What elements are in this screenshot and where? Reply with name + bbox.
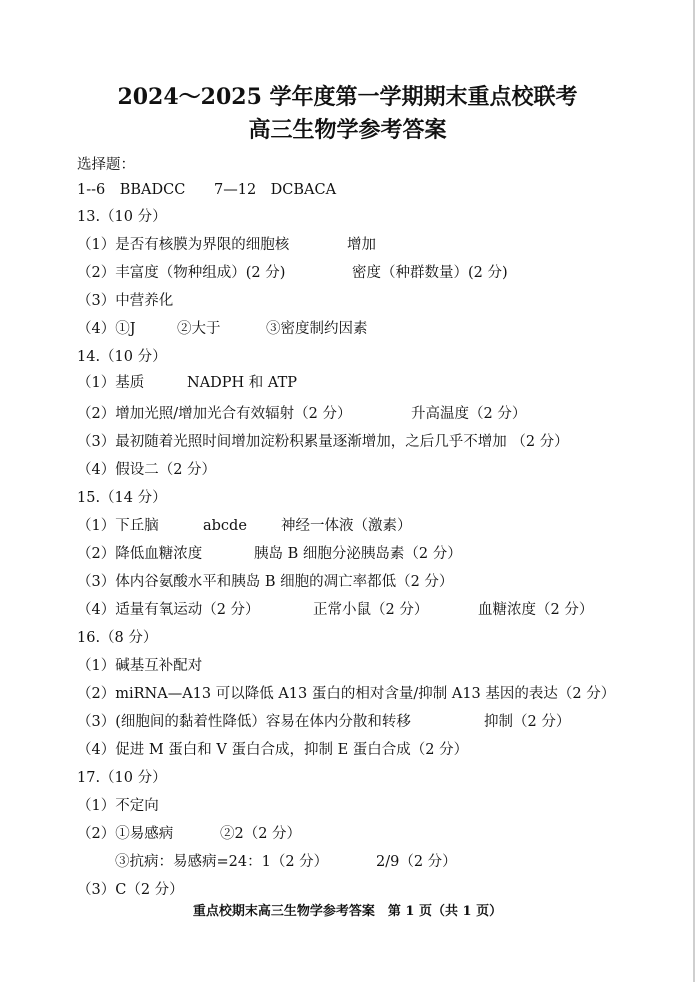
q15-4-answer-c: 血糖浓度（2 分）: [478, 602, 594, 618]
q17-2-answer-d: 2/9（2 分）: [376, 854, 457, 870]
q14-part4: （4）假设二（2 分）: [77, 462, 217, 478]
q15-heading: 15.（14 分）: [77, 490, 167, 506]
q17-part1: （1）不定向: [77, 798, 159, 814]
q15-4-answer-a: （4）适量有氧运动（2 分）: [77, 602, 260, 618]
q16-part4: （4）促进 M 蛋白和 V 蛋白合成，抑制 E 蛋白合成（2 分）: [77, 742, 469, 758]
exam-title: 2024～2025 学年度第一学期期末重点校联考: [117, 84, 578, 110]
q16-heading: 16.（8 分）: [77, 630, 158, 646]
q13-heading: 13.（10 分）: [77, 209, 167, 225]
q17-2-answer-b: ②2（2 分）: [220, 826, 302, 842]
q17-heading: 17.（10 分）: [77, 770, 167, 786]
q14-2-answer-b: 升高温度（2 分）: [411, 406, 527, 422]
q15-4-answer-b: 正常小鼠（2 分）: [313, 602, 429, 618]
q15-1-answer-a: （1）下丘脑: [77, 518, 159, 534]
q17-2-answer-c: ③抗病：易感病=24：1（2 分）: [115, 854, 329, 870]
q16-3-answer-a: （3）(细胞间的黏着性降低）容易在体内分散和转移: [77, 714, 411, 730]
q17-2-answer-a: （2）①易感病: [77, 826, 174, 842]
q15-1-answer-c: 神经一体液（激素）: [281, 518, 412, 534]
choice-7-12: 7—12 DCBACA: [214, 182, 337, 198]
answer-title: 高三生物学参考答案: [248, 117, 447, 143]
q15-2-answer-a: （2）降低血糖浓度: [77, 546, 203, 562]
q14-1-answer-b: NADPH 和 ATP: [187, 375, 298, 391]
q14-1-answer-a: （1）基质: [77, 375, 145, 391]
page-footer: 重点校期末高三生物学参考答案 第 1 页（共 1 页）: [192, 904, 503, 919]
section-label: 选择题：: [77, 157, 135, 173]
q13-1-answer-a: （1）是否有核膜为界限的细胞核: [77, 237, 290, 253]
q17-part3: （3）C（2 分）: [77, 882, 184, 898]
q14-heading: 14.（10 分）: [77, 349, 167, 365]
q15-2-answer-b: 胰岛 B 细胞分泌胰岛素（2 分）: [254, 546, 462, 562]
q15-part3: （3）体内谷氨酸水平和胰岛 B 细胞的凋亡率都低（2 分）: [77, 574, 454, 590]
q13-1-answer-b: 增加: [347, 237, 376, 253]
q15-1-answer-b: abcde: [203, 518, 247, 534]
q14-part3: （3）最初随着光照时间增加淀粉积累量逐渐增加，之后几乎不增加 （2 分）: [77, 434, 569, 450]
q16-part2: （2）miRNA—A13 可以降低 A13 蛋白的相对含量/抑制 A13 基因的表达（2 分）: [77, 686, 616, 702]
q16-3-answer-b: 抑制（2 分）: [484, 714, 571, 730]
q13-2-answer-a: （2）丰富度（物种组成）(2 分): [77, 265, 286, 281]
q13-4-answer-c: ③密度制约因素: [266, 321, 368, 337]
q13-4-answer-b: ②大于: [177, 321, 221, 337]
q13-4-answer-a: （4）①J: [77, 321, 136, 337]
choice-1-6: 1--6 BBADCC: [77, 182, 186, 198]
q13-part3: （3）中营养化: [77, 293, 174, 309]
q14-2-answer-a: （2）增加光照/增加光合有效辐射（2 分）: [77, 406, 352, 422]
q16-part1: （1）碱基互补配对: [77, 658, 203, 674]
q13-2-answer-b: 密度（种群数量）(2 分): [352, 265, 508, 281]
